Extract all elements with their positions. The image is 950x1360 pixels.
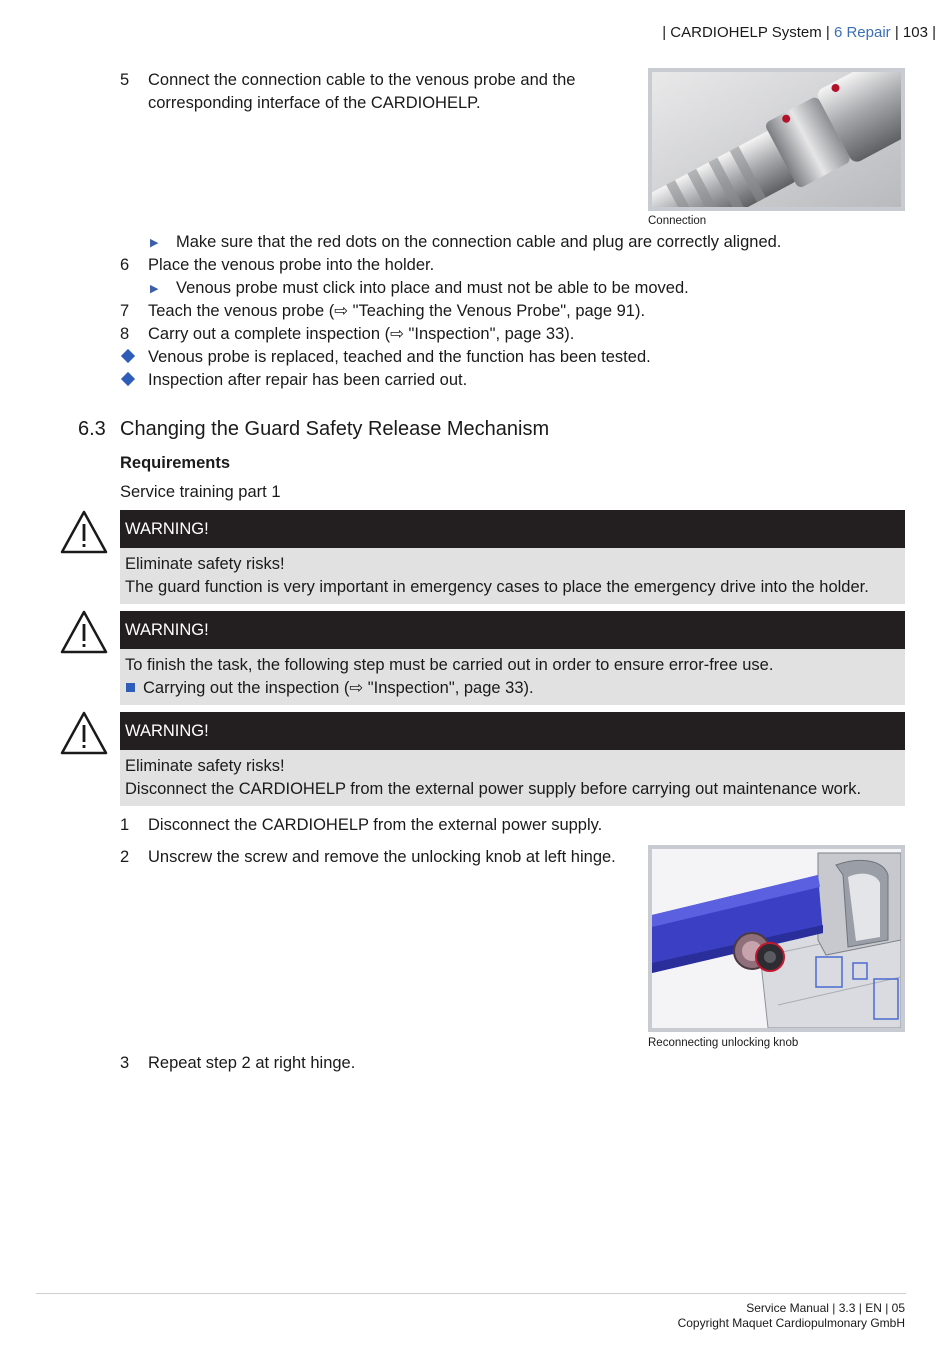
- step-number: 5: [120, 71, 130, 89]
- step-text: Place the venous probe into the holder.: [148, 256, 435, 274]
- warning-title: WARNING!: [125, 520, 209, 538]
- warning-line: Eliminate safety risks!: [125, 757, 285, 775]
- step-text: Disconnect the CARDIOHELP from the external power supply.: [148, 816, 603, 834]
- warning-triangle-icon: [59, 609, 109, 655]
- unlocking-knob-drawing: [648, 845, 905, 1032]
- step-text-cross-reference[interactable]: Carry out a complete inspection (⇨ "Inspection", page 33).: [148, 325, 575, 343]
- warning-body: [120, 750, 905, 806]
- warning-title-bar: [120, 611, 905, 649]
- result-text: Inspection after repair has been carried out.: [148, 371, 468, 389]
- step-number: 6: [120, 256, 130, 274]
- step-number: 3: [120, 1054, 130, 1072]
- footer-copyright: Copyright Maquet Cardiopulmonary GmbH: [677, 1316, 905, 1330]
- header-doc: | CARDIOHELP System |: [662, 24, 830, 41]
- warning-title-bar: [120, 510, 905, 548]
- warning-title: WARNING!: [125, 621, 209, 639]
- step-number: 1: [120, 816, 130, 834]
- warning-body: [120, 649, 905, 705]
- requirements-text: Service training part 1: [120, 483, 281, 501]
- warning-triangle-icon: [59, 509, 109, 555]
- warning-line: Disconnect the CARDIOHELP from the external power supply before carrying out maintenance work.: [125, 780, 862, 798]
- warning-title-bar: [120, 712, 905, 750]
- step-number: 7: [120, 302, 130, 320]
- step-text-line: Connect the connection cable to the venous probe and the: [148, 71, 576, 89]
- triangle-bullet-icon: ▶: [150, 237, 159, 249]
- footer-divider: [36, 1293, 906, 1294]
- step-text: Repeat step 2 at right hinge.: [148, 1054, 356, 1072]
- section-number: 6.3: [78, 418, 106, 440]
- warning-body: [120, 548, 905, 604]
- figure-caption: Connection: [648, 215, 707, 227]
- result-text: Venous probe is replaced, teached and the function has been tested.: [148, 348, 651, 366]
- warning-line: The guard function is very important in emergency cases to place the emergency drive into the holder.: [125, 578, 869, 596]
- square-bullet-icon: [126, 683, 135, 692]
- step-number: 8: [120, 325, 130, 343]
- warning-title: WARNING!: [125, 722, 209, 740]
- figure-caption: Reconnecting unlocking knob: [648, 1037, 799, 1049]
- step-text-cross-reference[interactable]: Teach the venous probe (⇨ "Teaching the Venous Probe", page 91).: [148, 302, 646, 320]
- footer-manual-info: Service Manual | 3.3 | EN | 05: [746, 1301, 905, 1315]
- result-diamond-icon: [121, 349, 135, 363]
- step-text: [148, 69, 628, 115]
- header-chapter[interactable]: 6 Repair: [833, 24, 891, 41]
- triangle-bullet-icon: ▶: [150, 283, 159, 295]
- warning-triangle-icon: [59, 710, 109, 756]
- warning-line: Eliminate safety risks!: [125, 555, 285, 573]
- page-header: [662, 24, 936, 41]
- step-text: Unscrew the screw and remove the unlocking knob at left hinge.: [148, 848, 616, 866]
- step-number: 2: [120, 848, 130, 866]
- substep-text: Venous probe must click into place and must not be able to be moved.: [176, 279, 689, 297]
- substep-text: Make sure that the red dots on the connection cable and plug are correctly aligned.: [176, 233, 782, 251]
- connection-photo: [648, 68, 905, 211]
- unlocking-knob-illustration: [648, 845, 905, 1032]
- requirements-heading: Requirements: [120, 454, 231, 472]
- page-footer: [678, 1301, 905, 1331]
- warning-line: To finish the task, the following step must be carried out in order to ensure error-free use.: [125, 656, 774, 674]
- header-page: | 103 |: [894, 24, 936, 41]
- warning-cross-reference[interactable]: Carrying out the inspection (⇨ "Inspection", page 33).: [143, 679, 534, 697]
- result-diamond-icon: [121, 372, 135, 386]
- section-title: Changing the Guard Safety Release Mechanism: [120, 418, 550, 440]
- connection-photo-illustration: [648, 68, 905, 211]
- warning-bullet-line: [125, 677, 900, 700]
- step-text-line: corresponding interface of the CARDIOHELP.: [148, 94, 481, 112]
